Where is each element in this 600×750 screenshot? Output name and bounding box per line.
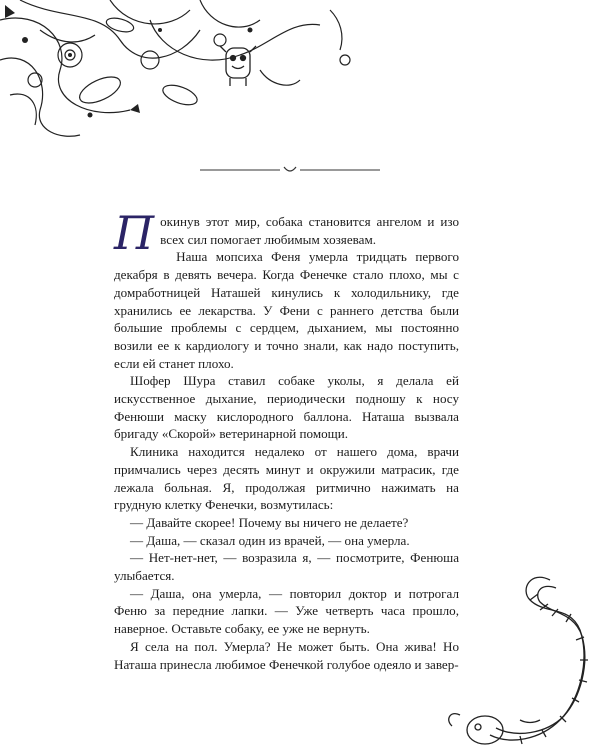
paragraph: Наша мопсиха Феня умерла тридцать первого декабря в девять вечера. Когда Фенечке стало плохо, мы с домработницей Наташей кинулись к холодильнику, где хранились ее лекарства. У Фени с раннего детства были большие проблемы с сердцем, дыханием, мы постоянно возили ее к кардиологу и точно знали, как надо поступить, если ей станет плохо.	[114, 249, 459, 371]
dialogue-line: — Даша, — сказал один из врачей, — она умерла.	[130, 532, 410, 548]
opening-paragraph: Покинув этот мир, собака становится ангелом и изо всех сил помогает любимым хозяевам.	[114, 206, 459, 260]
dialogue-line: — Даша, она умерла, — повторил доктор и потрогал Феню за передние лапки. — Уже четверть часа прошло, наверное. Оставьте собаку, ее уже не вернуть.	[114, 585, 459, 637]
paragraph: Клиника находится недалеко от нашего дома, врачи примчались через десять минут и окружили матрасик, где лежала больная. Я, продолжая ритмично нажимать на грудную клетку Фенечки, возмутилась:	[114, 444, 459, 513]
book-page-text	[114, 206, 459, 673]
paragraph: Шофер Шура ставил собаке уколы, я делала ей искусственное дыхание, периодически подношу к носу Фенюши маску кислородного баллона. Наташа вызвала бригаду «Скорой» ветеринарной помощи.	[114, 373, 459, 442]
paragraph: Я села на пол. Умерла? Не может быть. Она жива! Но Наташа принесла любимое Фенечкой голубое одеяло и завер-	[114, 638, 459, 672]
dog-collar-illustration	[430, 570, 600, 750]
floral-ornament-top-left	[0, 0, 380, 150]
drop-cap: П	[114, 206, 155, 260]
dialogue-line: — Давайте скорее! Почему вы ничего не делаете?	[130, 514, 409, 530]
pug-icon	[220, 46, 256, 86]
dialogue-line: — Нет-нет-нет, — возразила я, — посмотрите, Фенюша улыбается.	[114, 550, 459, 584]
section-divider	[200, 162, 380, 178]
